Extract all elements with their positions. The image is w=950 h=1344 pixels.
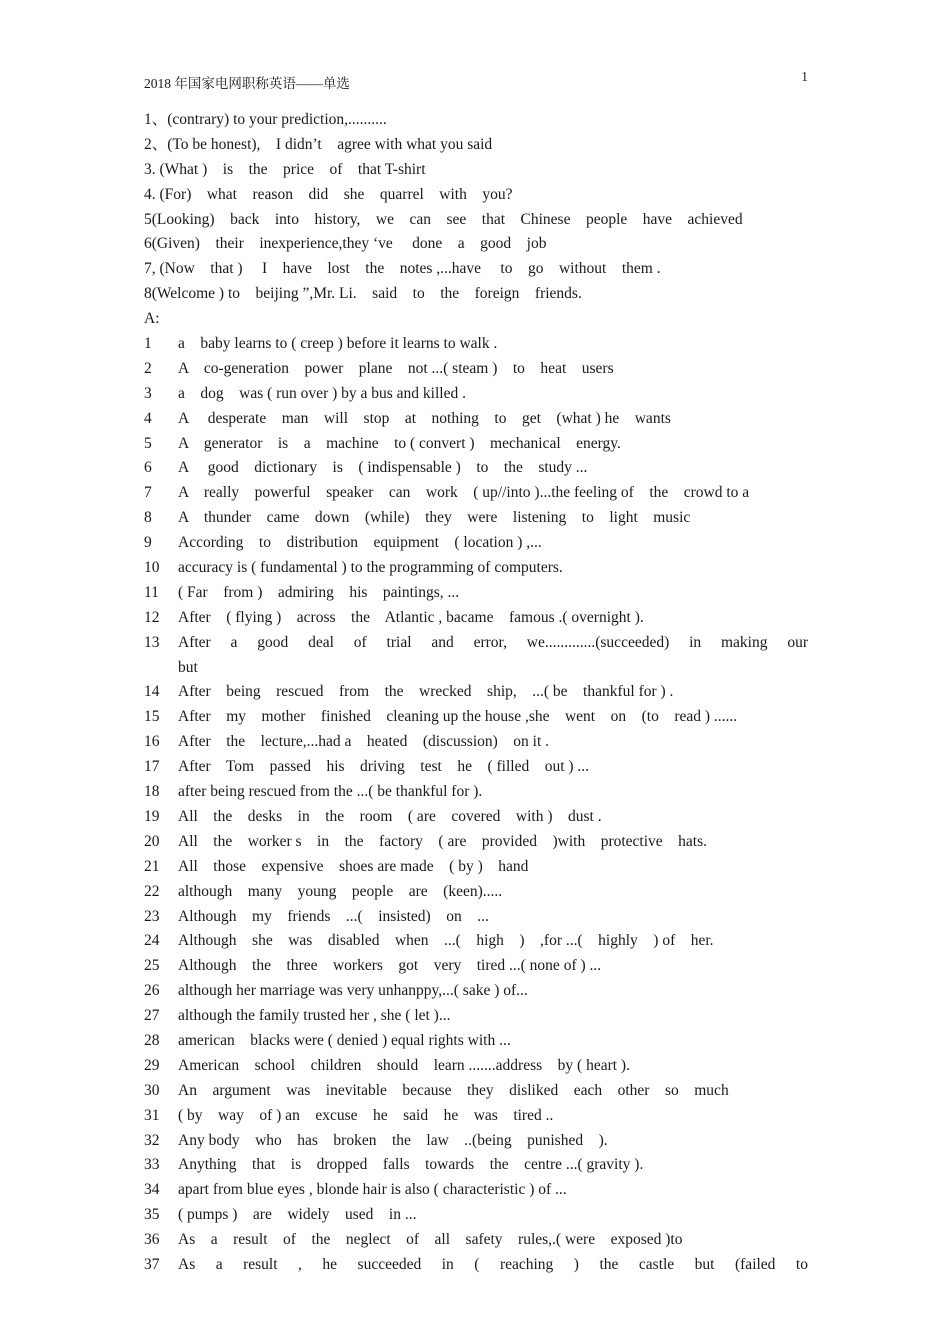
item-number: 14 [144,683,160,701]
item-text: american blacks were ( denied ) equal rights with ... [178,1031,511,1049]
question-item [144,1129,808,1154]
item-text: A generator is a machine to ( convert ) mechanical energy. [178,434,621,452]
item-text: As a result , he succeeded in ( reaching ) the castle but (failed to [178,1255,808,1273]
item-text: After ( flying ) across the Atlantic , bacame famous .( overnight ). [178,608,644,626]
item-text: According to distribution equipment ( location ) ,... [178,534,542,552]
item-text: All the worker s in the factory ( are provided )with protective hats. [178,832,708,850]
item-number: 13 [144,633,160,651]
question-item [144,929,808,954]
item-number: 3 [144,384,152,402]
item-text: a baby learns to ( creep ) before it learns to walk . [178,335,498,353]
question-item [144,556,808,581]
question-item [144,531,808,556]
item-text: A co-generation power plane not ...( steam ) to heat users [178,359,614,377]
item-text: After a good deal of trial and error, we.............(succeeded) in making our [178,633,808,651]
item-number: 12 [144,608,160,626]
question-item [144,481,808,506]
question-item [144,1104,808,1129]
intro-line: 3. (What ) is the price of that T-shirt [144,160,426,178]
question-item [144,456,808,481]
question-item [144,357,808,382]
item-text: Any body who has broken the law ..(being punished ). [178,1131,608,1149]
item-number: 27 [144,1007,160,1025]
question-item [144,805,808,830]
item-text: After Tom passed his driving test he ( filled out ) ... [178,758,590,776]
item-number: 2 [144,359,152,377]
question-item [144,382,808,407]
item-text: apart from blue eyes , blonde hair is also ( characteristic ) of ... [178,1181,567,1199]
intro-line: 7, (Now that ) I have lost the notes ,...have to go without them . [144,260,661,278]
item-text: A really powerful speaker can work ( up//into )...the feeling of the crowd to a [178,484,750,502]
intro-line: 8(Welcome ) to beijing ”,Mr. Li. said to the foreign friends. [144,285,582,303]
page-header [144,69,808,92]
item-text: although the family trusted her , she ( let )... [178,1007,451,1025]
item-number: 30 [144,1081,160,1099]
item-text: although her marriage was very unhanppy,...( sake ) of... [178,982,528,1000]
item-number: 25 [144,957,160,975]
question-item [144,631,808,656]
intro-line: A: [144,310,160,328]
item-text: A desperate man will stop at nothing to get (what ) he wants [178,409,671,427]
item-text: All the desks in the room ( are covered with ) dust . [178,807,602,825]
question-item [144,830,808,855]
intro-line: 5(Looking) back into history, we can see that Chinese people have achieved [144,210,743,228]
item-text: An argument was inevitable because they disliked each other so much [178,1081,729,1099]
item-number: 5 [144,434,152,452]
item-text: After the lecture,...had a heated (discussion) on it . [178,733,550,751]
item-number: 22 [144,882,160,900]
question-item [144,1228,808,1253]
question-item [144,332,808,357]
item-number: 32 [144,1131,160,1149]
question-item [144,905,808,930]
item-number: 18 [144,783,160,801]
item-number: 35 [144,1206,160,1224]
item-number: 34 [144,1181,160,1199]
question-item [144,780,808,805]
item-number: 16 [144,733,160,751]
item-text: ( by way of ) an excuse he said he was tired .. [178,1106,554,1124]
item-number: 11 [144,583,159,601]
item-number: 21 [144,857,160,875]
question-item [144,1203,808,1228]
item-text: Although she was disabled when ...( high ) ,for ...( highly ) of her. [178,932,714,950]
question-item [144,407,808,432]
question-item [144,1153,808,1178]
item-text: All those expensive shoes are made ( by ) hand [178,857,529,875]
item-number: 33 [144,1156,160,1174]
question-item [144,581,808,606]
item-number: 31 [144,1106,160,1124]
item-number: 28 [144,1031,160,1049]
item-number [144,656,178,681]
item-number: 26 [144,982,160,1000]
intro-line: 4. (For) what reason did she quarrel with you? [144,185,513,203]
item-text: Although my friends ...( insisted) on ... [178,907,489,925]
question-item [144,1004,808,1029]
item-number: 29 [144,1056,160,1074]
item-text: Anything that is dropped falls towards the centre ...( gravity ). [178,1156,644,1174]
item-text: after being rescued from the ...( be thankful for ). [178,783,483,801]
item-text: although many young people are (keen)..... [178,882,503,900]
question-item [144,705,808,730]
item-number: 9 [144,534,152,552]
question-item [144,506,808,531]
item-number: 37 [144,1255,160,1273]
question-item [144,656,808,681]
question-item [144,880,808,905]
item-number: 7 [144,484,152,502]
item-number: 15 [144,708,160,726]
intro-line: 6(Given) their inexperience,they ‘ve done a good job [144,235,547,253]
question-item [144,730,808,755]
page-number: 1 [801,69,808,84]
item-text: accuracy is ( fundamental ) to the programming of computers. [178,559,563,577]
item-text: but [178,658,198,676]
intro-line: 1、(contrary) to your prediction,.......... [144,111,387,128]
item-text: After my mother finished cleaning up the house ,she went on (to read ) ...... [178,708,738,726]
item-text: After being rescued from the wrecked ship, ...( be thankful for ) . [178,683,674,701]
item-text: ( Far from ) admiring his paintings, ... [178,583,460,601]
item-number: 23 [144,907,160,925]
item-number: 24 [144,932,160,950]
question-item [144,1054,808,1079]
item-number: 20 [144,832,160,850]
question-item [144,432,808,457]
item-text: a dog was ( run over ) by a bus and killed . [178,384,466,402]
question-item [144,680,808,705]
item-text: A thunder came down (while) they were listening to light music [178,509,691,527]
item-number: 19 [144,807,160,825]
question-item [144,755,808,780]
item-number: 10 [144,559,160,577]
intro-line: 2、(To be honest), I didn’t agree with what you said [144,135,493,153]
item-number: 17 [144,758,160,776]
item-text: Although the three workers got very tired ...( none of ) ... [178,957,602,975]
item-text: American school children should learn .......address by ( heart ). [178,1056,630,1074]
question-item [144,1253,808,1278]
question-item [144,606,808,631]
item-number: 8 [144,509,152,527]
item-number: 36 [144,1231,160,1249]
item-text: ( pumps ) are widely used in ... [178,1206,417,1224]
question-item [144,954,808,979]
question-item [144,1178,808,1203]
question-item [144,1029,808,1054]
item-number: 1 [144,335,152,353]
question-item [144,979,808,1004]
question-item [144,855,808,880]
page-title: 2018 年国家电网职称英语——单选 [144,76,350,91]
item-text: A good dictionary is ( indispensable ) to the study ... [178,459,588,477]
document-body [144,108,808,1278]
question-item [144,1079,808,1104]
item-number: 6 [144,459,152,477]
item-text: As a result of the neglect of all safety rules,.( were exposed )to [178,1231,683,1249]
item-number: 4 [144,409,152,427]
